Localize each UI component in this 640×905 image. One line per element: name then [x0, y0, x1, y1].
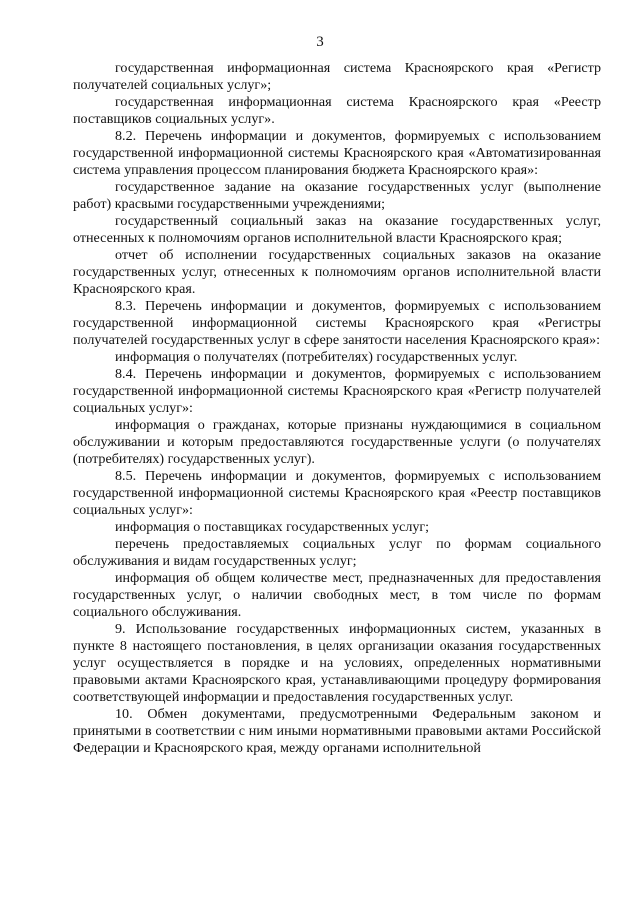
paragraph-places-info: информация об общем количестве мест, предназначенных для предоставления государственных услуг, о наличии свободных мест, в том числе по формам социального обслуживания. — [73, 570, 601, 620]
paragraph-providers-info: информация о поставщиках государственных услуг; — [115, 519, 430, 535]
paragraph-regist-recipients: государственная информационная система Красноярского края «Регистр получателей социальных услуг»; — [73, 60, 601, 93]
paragraph-registry-providers: государственная информационная система Красноярского края «Реестр поставщиков социальных услуг». — [73, 94, 601, 127]
paragraph-recipients-info: информация о получателях (потребителях) государственных услуг. — [115, 349, 518, 365]
paragraph-state-task: государственное задание на оказание государственных услуг (выполнение работ) красвыми государственными учреждениями; — [73, 179, 601, 212]
paragraph-item-9: 9. Использование государственных информационных систем, указанных в пункте 8 настоящего постановления, в целях организации оказания государственных услуг осуществляется в порядке и на условиях, определенных нормативными правовыми актами Красноярского края, устанавливающими процедуру формирования соответствующей информации и предоставления государственных услуг. — [73, 621, 601, 705]
paragraph-social-order: государственный социальный заказ на оказание государственных услуг, отнесенных к полномочиям органов исполнительной власти Красноярского края; — [73, 213, 601, 246]
paragraph-8-2-heading: 8.2. Перечень информации и документов, формируемых с использованием государственной информационной системы Красноярского края «Автоматизированная система управления процессом планирования бюджета Красноярского края»: — [73, 128, 601, 178]
paragraph-services-list: перечень предоставляемых социальных услуг по формам социального обслуживания и видам государственных услуг; — [73, 536, 601, 569]
page-number: 3 — [316, 34, 324, 50]
paragraph-item-10: 10. Обмен документами, предусмотренными Федеральным законом и принятыми в соответствии с ним иными нормативными правовыми актами Российской Федерации и Красноярского края, между органами исполнительной — [73, 706, 601, 756]
paragraph-order-report: отчет об исполнении государственных социальных заказов на оказание государственных услуг, отнесенных к полномочиям органов исполнительной власти Красноярского края. — [73, 247, 601, 297]
paragraph-8-3-heading: 8.3. Перечень информации и документов, формируемых с использованием государственной информационной системы Красноярского края «Регистры получателей государственных услуг в сфере занятости населения Красноярского края»: — [73, 298, 601, 348]
paragraph-8-4-heading: 8.4. Перечень информации и документов, формируемых с использованием государственной информационной системы Красноярского края «Регистр получателей социальных услуг»: — [73, 366, 601, 416]
paragraph-citizens-info: информация о гражданах, которые признаны нуждающимися в социальном обслуживании и которым предоставляются государственные услуги (о получателях (потребителях) государственных услуг). — [73, 417, 601, 467]
paragraph-8-5-heading: 8.5. Перечень информации и документов, формируемых с использованием государственной информационной системы Красноярского края «Реестр поставщиков социальных услуг»: — [73, 468, 601, 518]
document-body — [73, 60, 601, 757]
